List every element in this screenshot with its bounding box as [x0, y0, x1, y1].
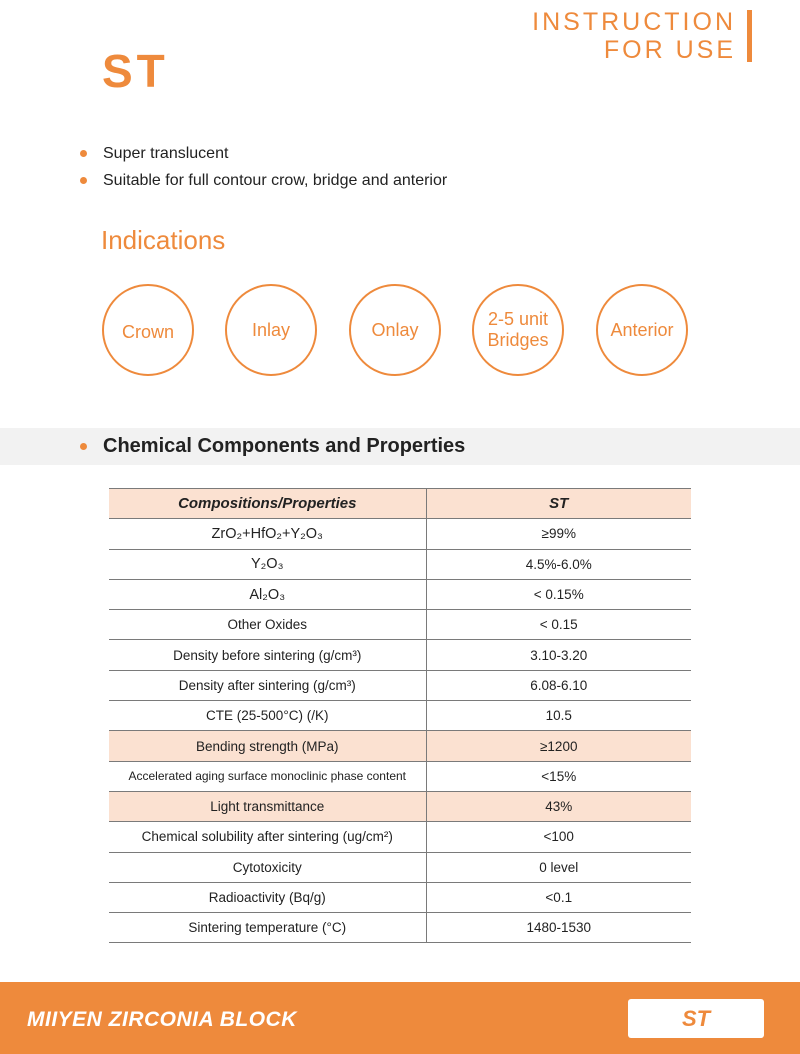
property-value: <100	[426, 822, 691, 852]
feature-list	[80, 140, 447, 194]
indication-crown	[102, 284, 194, 376]
table-row-highlighted	[109, 731, 691, 761]
table-row	[109, 761, 691, 791]
property-value: 6.08-6.10	[426, 670, 691, 700]
feature-item	[80, 167, 447, 194]
table-row	[109, 579, 691, 609]
indication-label: Anterior	[610, 319, 674, 340]
property-name: Density before sintering (g/cm³)	[109, 640, 426, 670]
table-row	[109, 882, 691, 912]
header-line-1: INSTRUCTION	[532, 8, 736, 36]
bullet-icon	[80, 443, 87, 450]
property-name: Density after sintering (g/cm³)	[109, 670, 426, 700]
header-accent-bar	[747, 10, 752, 62]
indication-anterior	[596, 284, 688, 376]
property-name: Sintering temperature (°C)	[109, 913, 426, 943]
property-value: 0 level	[426, 852, 691, 882]
product-name: ST	[102, 45, 169, 97]
property-value: ≥99%	[426, 519, 691, 549]
indication-inlay	[225, 284, 317, 376]
indication-onlay	[349, 284, 441, 376]
table-row	[109, 913, 691, 943]
property-name: Light transmittance	[109, 791, 426, 821]
footer-product: ST	[681, 1005, 711, 1031]
section-title: Chemical Components and Properties	[103, 435, 466, 457]
table-row	[109, 640, 691, 670]
indication-label: Inlay	[251, 319, 291, 340]
footer-product-box	[628, 999, 764, 1038]
feature-text: Super translucent	[103, 145, 229, 162]
property-name: CTE (25-500°C) (/K)	[109, 701, 426, 731]
table-row	[109, 852, 691, 882]
indication-bridges	[472, 284, 564, 376]
property-value: 3.10-3.20	[426, 640, 691, 670]
property-name: ZrO₂+HfO₂+Y₂O₃	[109, 519, 426, 549]
property-name: Accelerated aging surface monoclinic phase content	[109, 761, 426, 791]
indication-label-line1: 2-5 unit	[487, 309, 549, 329]
table-row	[109, 549, 691, 579]
bullet-icon	[80, 177, 87, 184]
property-name: Chemical solubility after sintering (ug/cm²)	[109, 822, 426, 852]
property-name: Other Oxides	[109, 610, 426, 640]
property-value: 43%	[426, 791, 691, 821]
property-value: 10.5	[426, 701, 691, 731]
property-value: < 0.15%	[426, 579, 691, 609]
indications-circles	[102, 284, 702, 376]
indications-heading: Indications	[101, 225, 226, 255]
property-value: 4.5%-6.0%	[426, 549, 691, 579]
instruction-for-use-title	[532, 8, 736, 64]
property-value: <15%	[426, 761, 691, 791]
property-name: Al₂O₃	[109, 579, 426, 609]
property-name: Radioactivity (Bq/g)	[109, 882, 426, 912]
table-row	[109, 610, 691, 640]
column-header-st: ST	[426, 489, 691, 519]
property-name: Y₂O₃	[109, 549, 426, 579]
property-name: Bending strength (MPa)	[109, 731, 426, 761]
table-row-highlighted	[109, 791, 691, 821]
feature-text: Suitable for full contour crow, bridge and anterior	[103, 172, 448, 189]
header-line-2: FOR USE	[603, 36, 736, 64]
table-row	[109, 670, 691, 700]
table-row	[109, 701, 691, 731]
property-name: Cytotoxicity	[109, 852, 426, 882]
properties-table	[109, 488, 691, 943]
indication-label-line2: Bridges	[487, 330, 549, 350]
table-row	[109, 519, 691, 549]
footer-bar	[0, 982, 800, 1054]
indication-label: Onlay	[371, 319, 419, 340]
table-header-row	[109, 489, 691, 519]
indication-label: Crown	[121, 321, 174, 342]
column-header-properties: Compositions/Properties	[109, 489, 426, 519]
property-value: <0.1	[426, 882, 691, 912]
property-value: 1480-1530	[426, 913, 691, 943]
table-row	[109, 822, 691, 852]
indication-label-group	[487, 309, 548, 351]
bullet-icon	[80, 150, 87, 157]
property-value: ≥1200	[426, 731, 691, 761]
property-value: < 0.15	[426, 610, 691, 640]
footer-brand: MIIYEN ZIRCONIA BLOCK	[27, 1008, 297, 1031]
section-header-band	[0, 428, 800, 465]
feature-item	[80, 140, 447, 167]
